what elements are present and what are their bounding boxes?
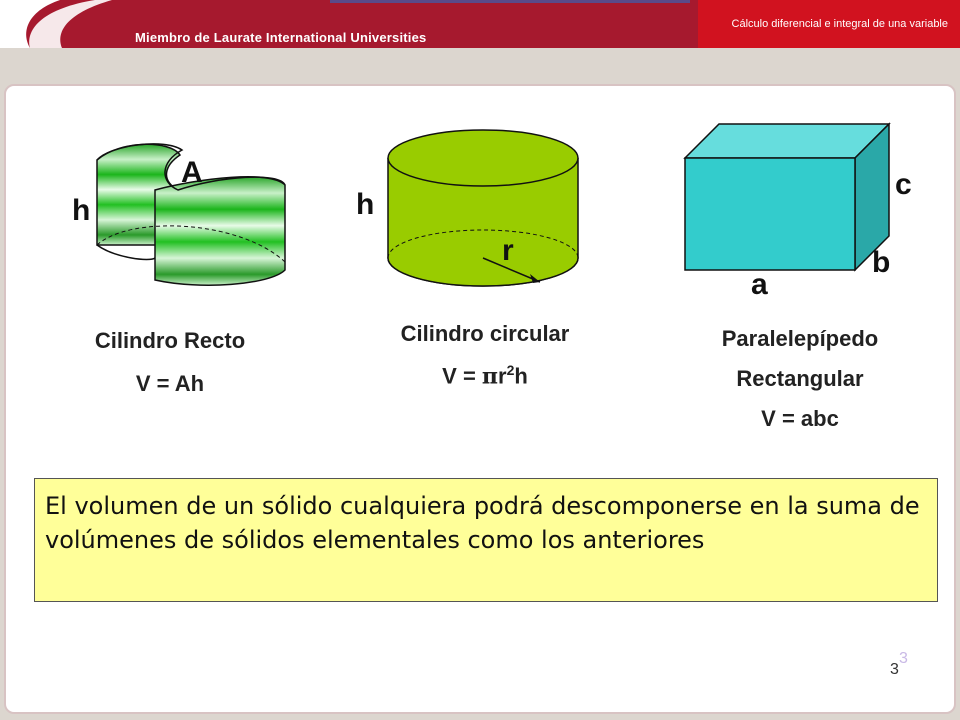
formula-r: r — [498, 363, 507, 389]
formula-exponent: 2 — [506, 362, 515, 378]
radius-label: r — [502, 234, 514, 267]
formula-prefix: V = — [442, 363, 482, 389]
circular-cylinder-title: Cilindro circular — [400, 321, 570, 346]
note-text: El volumen de un sólido cualquiera podrá descomponerse en la suma de volúmenes de sólidos elementales como los anteriores — [45, 492, 920, 554]
height-label-right-cylinder: h — [72, 194, 91, 227]
page-number-shadow: 3 — [899, 650, 908, 667]
pi-symbol: π — [481, 363, 499, 390]
circular-cylinder-shape — [388, 130, 578, 286]
page-number: 3 — [890, 661, 899, 678]
member-text: Miembro de Laurate International Universities — [135, 30, 427, 45]
box-formula: V = abc — [761, 406, 839, 431]
note-box — [34, 478, 938, 602]
height-label-circular-cylinder: h — [356, 188, 375, 221]
side-a-label: a — [751, 268, 768, 301]
area-label: A — [181, 156, 203, 189]
course-title: Cálculo diferencial e integral de una variable — [731, 18, 948, 30]
right-cylinder-formula: V = Ah — [135, 371, 205, 396]
box-title-line1: Paralelepípedo — [721, 326, 879, 351]
side-c-label: c — [895, 168, 912, 201]
circular-cylinder-formula — [340, 362, 630, 389]
side-b-label: b — [872, 246, 891, 279]
box-title-line2: Rectangular — [736, 366, 864, 391]
rectangular-box-shape — [685, 124, 889, 270]
formula-h: h — [514, 363, 528, 389]
right-cylinder-title: Cilindro Recto — [94, 328, 246, 353]
